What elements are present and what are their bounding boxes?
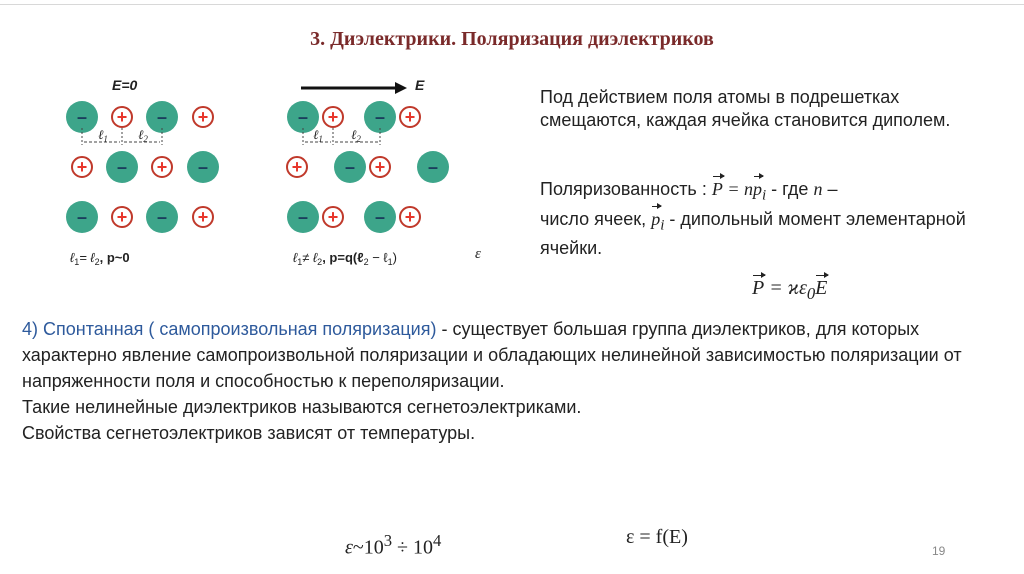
paragraph-lead: 4) Спонтанная ( самопроизвольная поляризация) [22, 319, 437, 339]
ion-grid-right [287, 101, 449, 233]
anion [146, 201, 178, 233]
svg-text:+: + [404, 107, 416, 127]
svg-text:+: + [76, 157, 88, 177]
top-divider [0, 4, 1024, 5]
cation [112, 207, 132, 227]
pol-eq: = n [722, 179, 753, 199]
cation [72, 157, 92, 177]
cation [400, 107, 420, 127]
l2-label: ℓ$_2$ [138, 127, 148, 144]
pol-prefix: Поляризованность : [540, 179, 712, 199]
cation [370, 157, 390, 177]
pol-vector-p2: p [651, 208, 661, 229]
svg-text:+: + [291, 157, 303, 177]
lattice-svg-right [283, 70, 498, 270]
cation [323, 207, 343, 227]
svg-text:+: + [327, 207, 339, 227]
svg-text:–: – [116, 157, 128, 177]
svg-text:+: + [327, 107, 339, 127]
pol-where: - где [766, 179, 814, 199]
formula1-P: P [752, 277, 765, 299]
svg-text:–: – [156, 107, 168, 127]
svg-text:+: + [374, 157, 386, 177]
slide-title: 3. Диэлектрики. Поляризация диэлектриков [310, 28, 714, 50]
description-polarization [540, 178, 980, 260]
anion [187, 151, 219, 183]
svg-text:+: + [116, 207, 128, 227]
formula2-tilde: ~10 [352, 536, 384, 559]
pol-vector-p: p [752, 179, 762, 199]
formula1-sub0: 0 [806, 284, 816, 303]
svg-text:+: + [116, 107, 128, 127]
cation [400, 207, 420, 227]
left-caption: ℓ$_1$= ℓ$_2$, p~0 [70, 250, 130, 267]
lattice-figure-no-field [60, 70, 275, 270]
svg-text:–: – [297, 207, 309, 227]
pol-rest2: - дипольный момент элементарной ячейки. [540, 208, 966, 259]
cation [152, 157, 172, 177]
formula-polarization [752, 277, 827, 304]
svg-text:–: – [76, 207, 88, 227]
pol-vector-P: P [711, 179, 723, 199]
anion [66, 201, 98, 233]
field-label-left: E=0 [112, 77, 138, 93]
formula2-div: ÷ 10 [392, 536, 434, 559]
cation [323, 107, 343, 127]
l1-label: ℓ$_1$ [98, 127, 108, 144]
pol-rest1: число ячеек, [540, 208, 652, 229]
ion-grid-left [66, 101, 219, 233]
svg-text:+: + [156, 157, 168, 177]
anion [364, 201, 396, 233]
svg-text:–: – [374, 207, 386, 227]
svg-text:–: – [427, 157, 439, 177]
svg-text:–: – [344, 157, 356, 177]
field-arrow-icon [301, 82, 407, 94]
svg-text:+: + [404, 207, 416, 227]
pol-dash: – [822, 179, 838, 199]
svg-text:–: – [76, 107, 88, 127]
anion [106, 151, 138, 183]
formula2-exp1: 3 [383, 531, 393, 550]
svg-text:+: + [197, 207, 209, 227]
svg-text:+: + [197, 107, 209, 127]
field-label-right: E [415, 77, 425, 93]
svg-text:–: – [297, 107, 309, 127]
cation [193, 207, 213, 227]
svg-text:–: – [374, 107, 386, 127]
formula1-eq: = ϰε [764, 277, 807, 299]
anion [417, 151, 449, 183]
paragraph-line3: Свойства сегнетоэлектриков зависят от температуры. [22, 423, 476, 443]
formula-epsilon-range [345, 531, 441, 560]
formula-epsilon-function: ε = f(E) [626, 526, 688, 548]
anion [334, 151, 366, 183]
formula2-eps: ε [345, 536, 353, 559]
anion [287, 201, 319, 233]
l1-label-right: ℓ$_1$ [313, 127, 323, 144]
cation [193, 107, 213, 127]
description-displacement: Под действием поля атомы в подрешетках смещаются, каждая ячейка становится диполем. [540, 87, 951, 130]
spontaneous-polarization-paragraph [22, 316, 1012, 446]
svg-text:–: – [156, 207, 168, 227]
paragraph-line2: Такие нелинейные диэлектриков называются сегнетоэлектриками. [22, 397, 582, 417]
pol-n: n [813, 179, 823, 199]
cation [287, 157, 307, 177]
paragraph-rest: - существует большая группа диэлектриков, для которых характерно явление самопроизвольной поляризации и обладающих нелинейной зависимостью поляризации от напряженности поля и способностью к переполяризации. [22, 319, 962, 391]
svg-text:–: – [197, 157, 209, 177]
figure-epsilon-label: ε [475, 246, 481, 262]
formula1-E: E [815, 277, 828, 299]
pol-index-i: i [761, 187, 767, 204]
page-number: 19 [932, 544, 946, 558]
formula2-exp2: 4 [433, 531, 442, 550]
l2-label-right: ℓ$_2$ [351, 127, 361, 144]
pol-index-i2: i [660, 217, 665, 234]
right-caption: ℓ$_1$≠ ℓ$_2$, p=q(ℓ$_2$ − ℓ$_1$) [293, 250, 397, 267]
cation [112, 107, 132, 127]
lattice-figure-with-field [283, 70, 498, 270]
distance-markers-left [82, 128, 162, 145]
lattice-svg-left [60, 70, 275, 270]
